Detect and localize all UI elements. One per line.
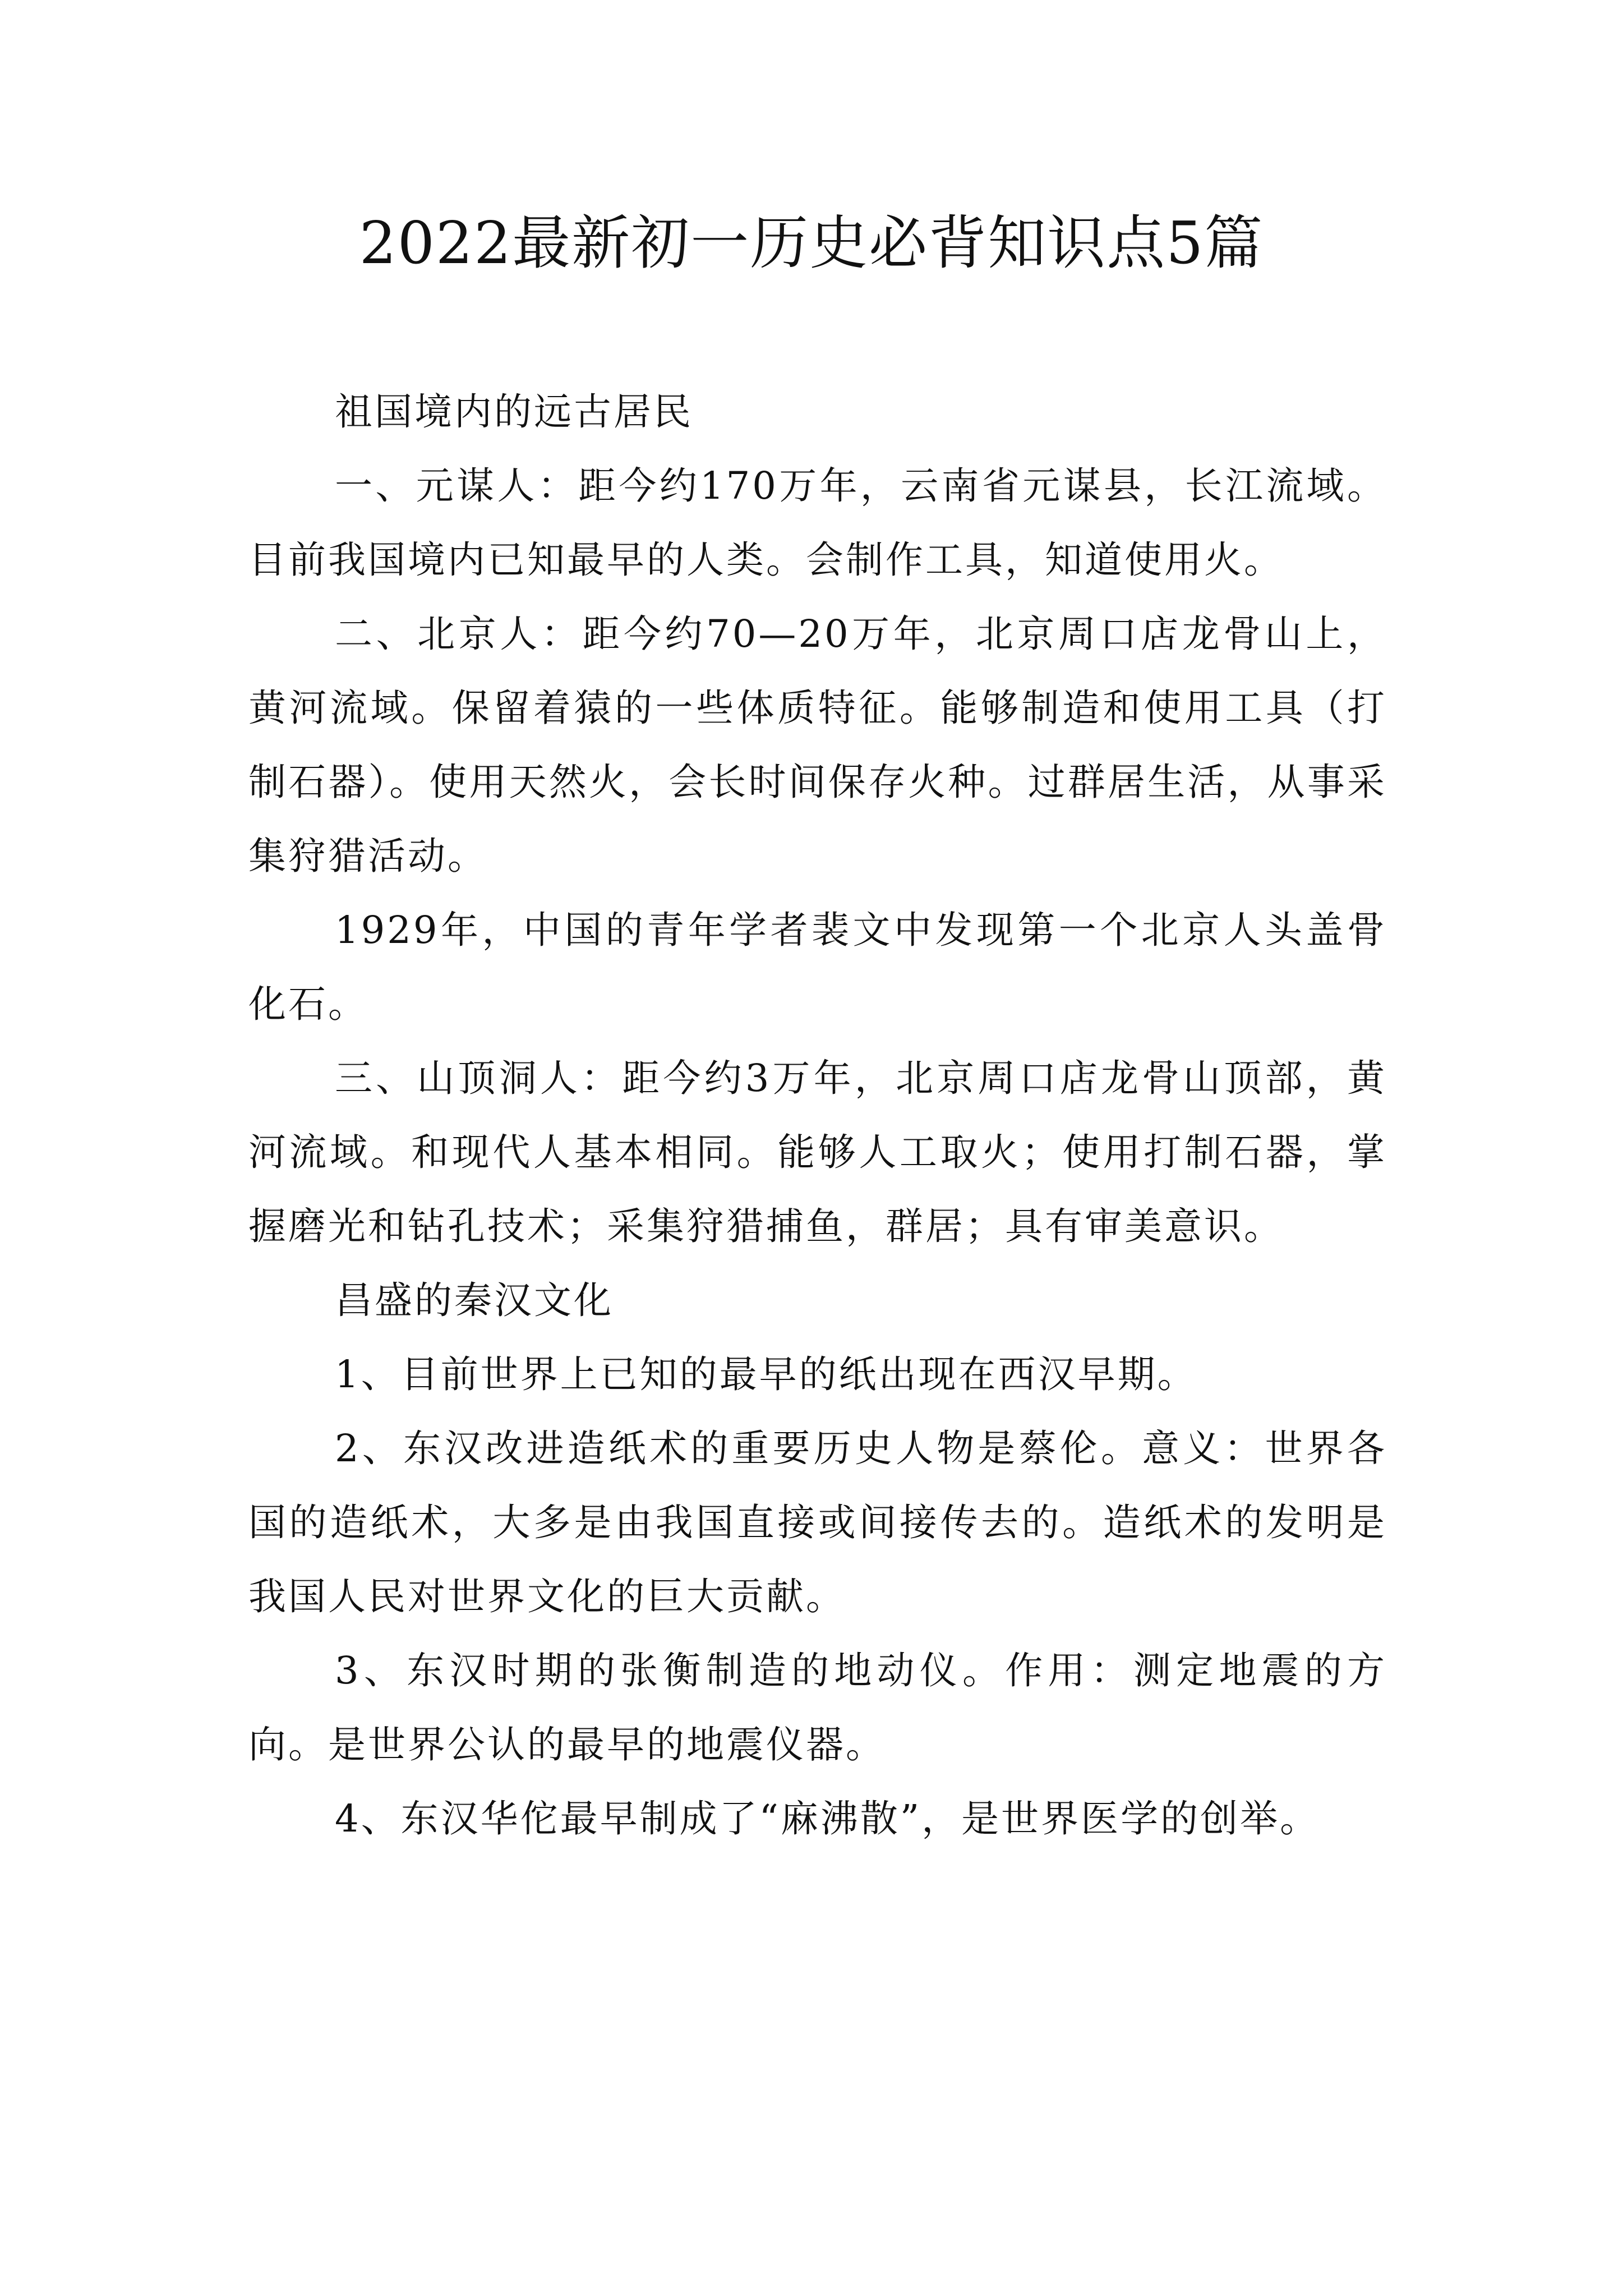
paragraph-earliest-paper: 1、目前世界上已知的最早的纸出现在西汉早期。 xyxy=(335,1352,1197,1396)
paragraph-cai-lun-papermaking: 2、东汉改进造纸术的重要历史人物是蔡伦。意义：世界各国的造纸术，大多是由我国直接或间接传去的。造纸术的发明是我国人民对世界文化的巨大贡献。 xyxy=(248,1427,1387,1618)
section-heading-ancient-residents: 祖国境内的远古居民 xyxy=(335,390,693,434)
paragraph-yuanmou-man: 一、元谋人：距今约170万年，云南省元谋县，长江流域。目前我国境内已知最早的人类。会制作工具，知道使用火。 xyxy=(248,464,1387,582)
document-title: 2022最新初一历史必背知识点5篇 xyxy=(359,209,1264,277)
document-body xyxy=(248,375,1387,1856)
paragraph-zhang-heng-seismoscope: 3、东汉时期的张衡制造的地动仪。作用：测定地震的方向。是世界公认的最早的地震仪器。 xyxy=(248,1649,1387,1766)
section-heading-qin-han-culture: 昌盛的秦汉文化 xyxy=(335,1278,614,1322)
paragraph-upper-cave-man: 三、山顶洞人：距今约3万年，北京周口店龙骨山顶部，黄河流域。和现代人基本相同。能够人工取火；使用打制石器，掌握磨光和钻孔技术；采集狩猎捕鱼，群居；具有审美意识。 xyxy=(248,1056,1387,1248)
paragraph-hua-tuo-mafeisan: 4、东汉华佗最早制成了“麻沸散”，是世界医学的创举。 xyxy=(335,1797,1320,1841)
paragraph-peking-man: 二、北京人：距今约70—20万年，北京周口店龙骨山上，黄河流域。保留着猿的一些体质特征。能够制造和使用工具（打制石器）。使用天然火，会长时间保存火种。过群居生活，从事采集狩猎活动。 xyxy=(248,612,1387,878)
paragraph-pei-wenzhong-1929: 1929年，中国的青年学者裴文中发现第一个北京人头盖骨化石。 xyxy=(248,908,1387,1026)
